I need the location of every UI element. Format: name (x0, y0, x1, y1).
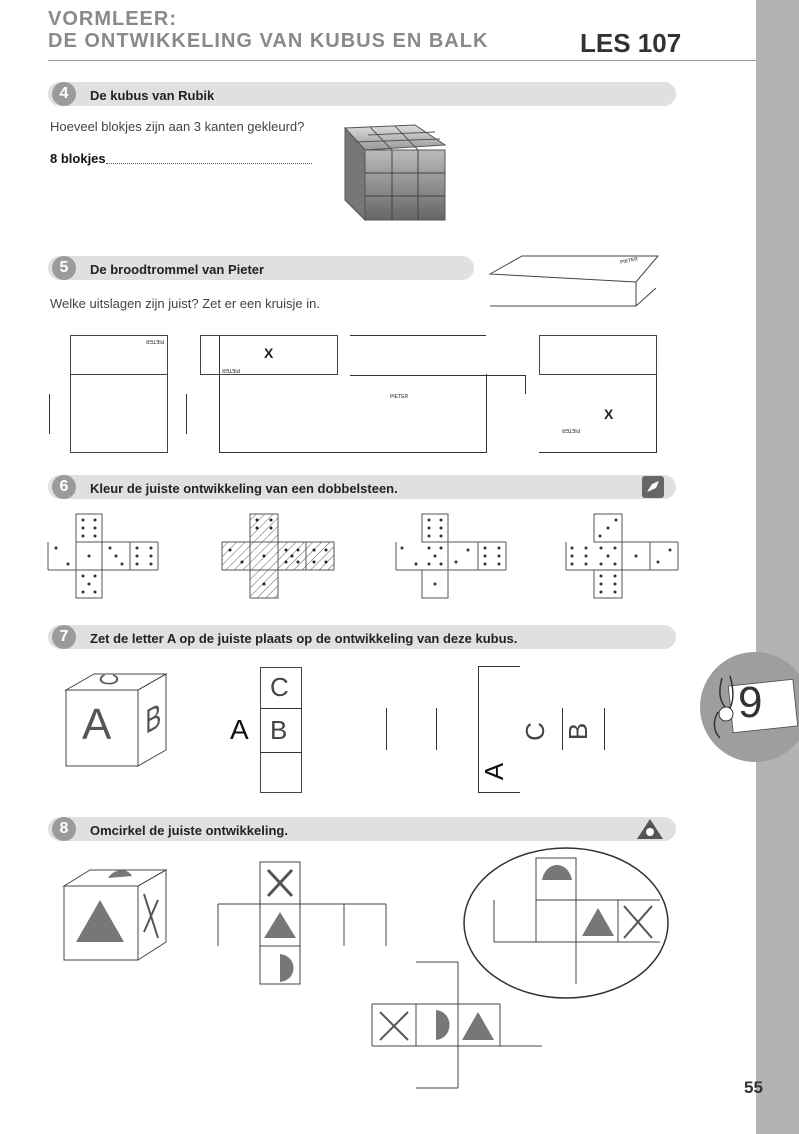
lunchbox-label: PIETER (619, 256, 639, 266)
die-net-3[interactable] (396, 514, 506, 600)
net-7c-right (436, 708, 437, 750)
exercise-8-title: Omcirkel de juiste ontwikkeling. (90, 823, 288, 838)
exercise-4-badge: 4 (52, 82, 76, 106)
net-5a-right-flap (186, 394, 187, 434)
die-net-1[interactable] (48, 514, 158, 600)
net-5b-fold (219, 335, 220, 453)
exercise-6-title: Kleur de juiste ontwikkeling van een dobbelsteen. (90, 481, 398, 496)
net-7c-left (386, 708, 387, 750)
cube-letter-c-top: C (93, 673, 124, 686)
net-5c-top (350, 335, 486, 336)
shape-cube (62, 866, 168, 962)
header-line-1: VORMLEER: (48, 8, 177, 30)
net-5a-left-flap (49, 394, 50, 434)
net-7d-bottom (478, 792, 520, 793)
chapter-number: 9 (738, 678, 763, 727)
page-sidebar (756, 0, 799, 1134)
exercise-4-answer: 8 blokjes (50, 151, 106, 166)
net-5d-top[interactable] (539, 335, 657, 375)
header-line-2: DE ONTWIKKELING VAN KUBUS EN BALK (48, 30, 489, 52)
rabbit-doodle-icon (708, 672, 748, 742)
net-7b-divider (260, 708, 302, 709)
net-7b-letter-a: A (230, 714, 249, 745)
net-7b-divider-2 (260, 752, 302, 753)
net-5b-mark: X (264, 345, 274, 361)
triangle-eye-icon (636, 818, 664, 840)
cube-letter-b-side: B (145, 695, 162, 743)
net-5a-label: PIETER (146, 338, 165, 344)
net-5b-right (486, 374, 487, 453)
rubiks-cube-image (340, 120, 450, 225)
chapter-tab (700, 652, 799, 762)
net-5b-label: PIETER (222, 367, 241, 373)
net-7b-letter-b: B (270, 715, 288, 745)
exercise-4-answer-line[interactable] (106, 163, 312, 164)
net-5a-front[interactable] (70, 374, 168, 453)
net-5c-flap (350, 375, 526, 376)
net-5d-right (656, 374, 657, 453)
lesson-number: LES 107 (580, 28, 682, 58)
net-7d-letter-b: B (563, 722, 594, 741)
die-net-2[interactable] (222, 514, 334, 600)
header-title (48, 8, 488, 52)
exercise-5-title: De broodtrommel van Pieter (90, 262, 265, 277)
header-rule (48, 60, 756, 61)
net-5d-bottom (539, 452, 657, 453)
net-7d-letter-c: C (519, 722, 550, 741)
net-7d-sep-2 (604, 708, 605, 750)
net-8b[interactable] (218, 860, 388, 986)
net-5c-label: PIETER (390, 394, 409, 400)
exercise-6-badge: 6 (52, 475, 76, 499)
exercise-7-badge: 7 (52, 625, 76, 649)
net-5b-bottom (219, 452, 487, 453)
exercise-5-badge: 5 (52, 256, 76, 280)
net-8d[interactable] (372, 960, 544, 1092)
net-7d-letter-a: A (479, 762, 510, 781)
die-net-4[interactable] (566, 514, 678, 600)
exercise-4-title: De kubus van Rubik (90, 88, 215, 103)
exercise-8-badge: 8 (52, 817, 76, 841)
net-5d-label: PIETER (562, 427, 581, 433)
net-7b-letter-c: C (270, 672, 289, 702)
cube-letter-a: A (82, 700, 112, 749)
net-5d-mark: X (604, 406, 614, 422)
coloring-icon (642, 476, 664, 498)
exercise-5-question: Welke uitslagen zijn juist? Zet er een kruisje in. (50, 296, 320, 311)
exercise-4-question: Hoeveel blokjes zijn aan 3 kanten gekleurd? (50, 119, 305, 134)
net-5c-flap-end (525, 375, 526, 394)
exercise-7-title: Zet de letter A op de juiste plaats op de ontwikkeling van deze kubus. (90, 631, 518, 646)
net-7d-top (478, 666, 520, 667)
page-number: 55 (744, 1078, 763, 1097)
